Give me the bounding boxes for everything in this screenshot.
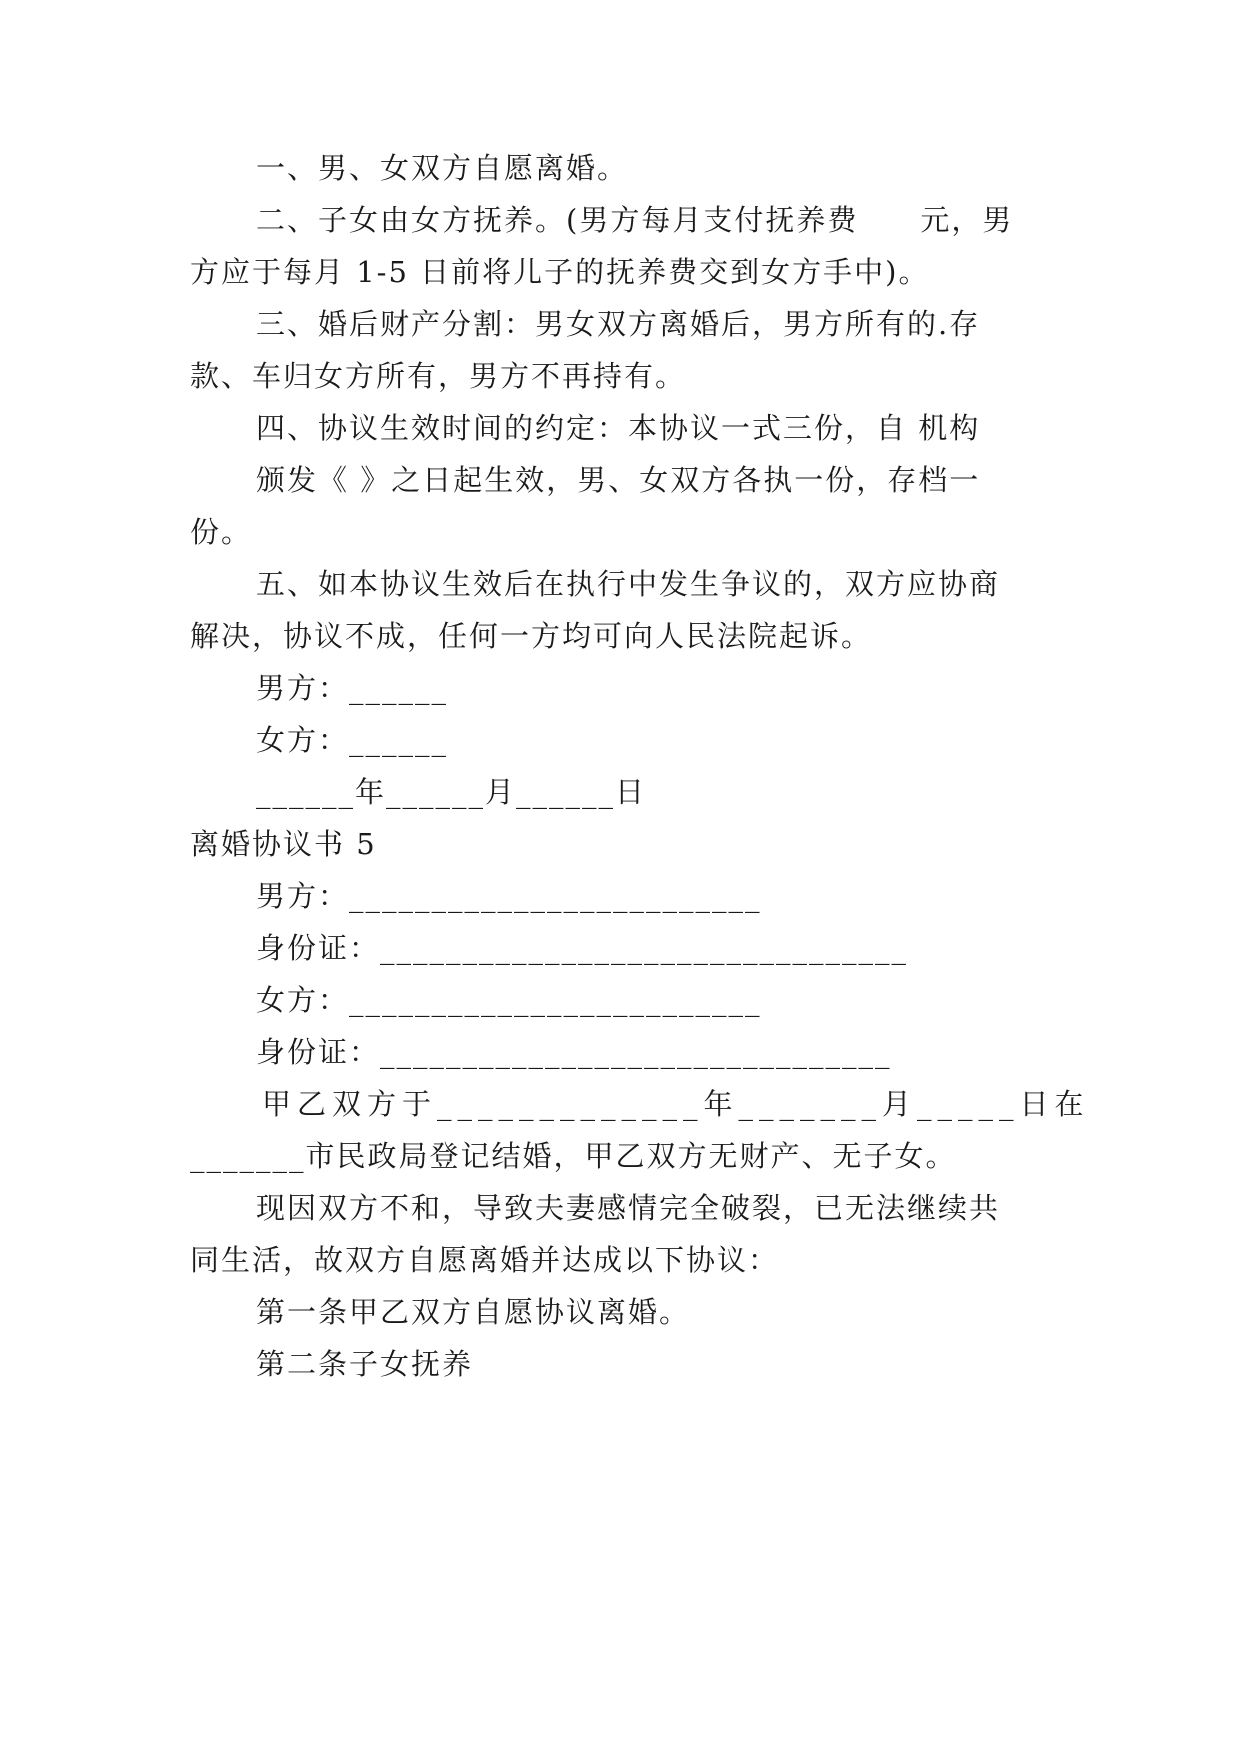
clause-3-line-2: 款、车归女方所有，男方不再持有。 xyxy=(190,359,687,393)
marriage-registration-line-2: _______市民政局登记结婚，甲乙双方无财产、无子女。 xyxy=(190,1139,957,1173)
clause-4-line-1: 四、协议生效时间的约定：本协议一式三份，自 机构 xyxy=(256,411,981,445)
section-title: 离婚协议书 5 xyxy=(190,827,377,861)
clause-4-line-3: 份。 xyxy=(190,515,253,549)
clause-5-line-2: 解决，协议不成，任何一方均可向人民法院起诉。 xyxy=(190,619,873,653)
clause-3-line-1: 三、婚后财产分割：男女双方离婚后，男方所有的.存 xyxy=(256,307,981,341)
article-1: 第一条甲乙双方自愿协议离婚。 xyxy=(256,1295,691,1329)
husband-id-field: 身份证：________________________________ xyxy=(256,931,909,965)
wife-id-field: 身份证：_______________________________ xyxy=(256,1035,892,1069)
date-line: ______年______月______日 xyxy=(256,775,647,809)
husband-field: 男方：_________________________ xyxy=(256,879,762,913)
article-2-heading: 第二条子女抚养 xyxy=(256,1347,474,1381)
clause-5-line-1: 五、如本协议生效后在执行中发生争议的，双方应协商 xyxy=(256,567,1001,601)
clause-2-line-1: 二、子女由女方抚养。(男方每月支付抚养费 元，男 xyxy=(256,203,1014,237)
wife-field: 女方：_________________________ xyxy=(256,983,762,1017)
clause-2-line-2: 方应于每月 1-5 日前将儿子的抚养费交到女方手中)。 xyxy=(190,255,930,289)
clause-1: 一、男、女双方自愿离婚。 xyxy=(256,151,629,185)
wife-signature-line: 女方：______ xyxy=(256,723,449,757)
marriage-registration-line-1: 甲乙双方于_____________年_______月_____日在 xyxy=(262,1087,1090,1121)
clause-4-line-2: 颁发《 》之日起生效，男、女双方各执一份，存档一 xyxy=(256,463,981,497)
reason-line-1: 现因双方不和，导致夫妻感情完全破裂，已无法继续共 xyxy=(256,1191,1001,1225)
reason-line-2: 同生活，故双方自愿离婚并达成以下协议： xyxy=(190,1243,780,1277)
husband-signature-line: 男方：______ xyxy=(256,671,449,705)
